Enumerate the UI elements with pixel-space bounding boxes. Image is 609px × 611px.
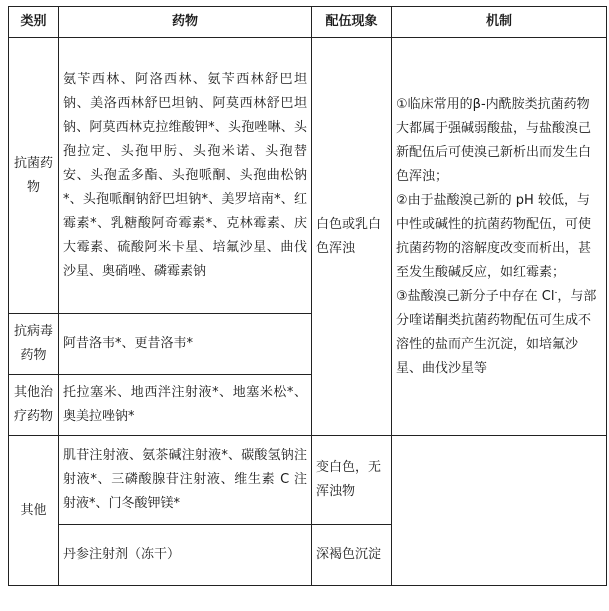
mechanism-text: ③盐酸溴己新分子中存在 Cl xyxy=(396,288,555,304)
table-row xyxy=(9,436,607,525)
empty-mechanism-cell xyxy=(392,436,607,586)
drug-cell: 肌苷注射液、氨茶碱注射液*、碳酸氢钠注射液*、三磷酸腺苷注射液、维生素 C 注射液*、门冬酸钾镁* xyxy=(59,436,312,525)
mechanism-paragraph: ②由于盐酸溴己新的 pH 较低，与中性或碱性的抗菌药物配伍，可使抗菌药物的溶解度改变而析出，甚至发生酸碱反应，如红霉素； xyxy=(396,192,592,280)
category-cell: 抗菌药物 xyxy=(9,38,59,314)
drug-cell: 丹参注射剂（冻干） xyxy=(59,525,312,586)
header-phenomenon: 配伍现象 xyxy=(312,7,392,38)
header-category: 类别 xyxy=(9,7,59,38)
mechanism-paragraph: ①临床常用的β-内酰胺类抗菌药物大都属于强碱弱酸盐，与盐酸溴己新配伍后可使溴己新析出而发生白色浑浊； xyxy=(396,96,592,184)
drug-cell: 阿昔洛韦*、更昔洛韦* xyxy=(59,314,312,375)
phenomenon-cell: 深褐色沉淀 xyxy=(312,525,392,586)
drug-cell: 托拉塞米、地西泮注射液*、地塞米松*、奥美拉唑钠* xyxy=(59,375,312,436)
category-cell: 其他 xyxy=(9,436,59,586)
mechanism-text: ，与部分喹诺酮类抗菌药物配伍可生成不溶性的盐而产生沉淀，如培氟沙星、曲伐沙星等 xyxy=(396,288,597,376)
category-cell: 抗病毒药物 xyxy=(9,314,59,375)
header-mechanism: 机制 xyxy=(392,7,607,38)
compatibility-table xyxy=(8,6,607,586)
mechanism-cell xyxy=(392,38,607,436)
chloride-superscript: - xyxy=(554,287,558,297)
category-cell: 其他治疗药物 xyxy=(9,375,59,436)
drug-cell: 氨苄西林、阿洛西林、氨苄西林舒巴坦钠、美洛西林舒巴坦钠、阿莫西林舒巴坦钠、阿莫西林克拉维酸钾*、头孢唑啉、头孢拉定、头孢甲肟、头孢米诺、头孢替安、头孢孟多酯、头孢哌酮、头孢曲松钠*、头孢哌酮钠舒巴坦钠*、美罗培南*、红霉素*、乳糖酸阿奇霉素*、克林霉素、庆大霉素、硫酸阿米卡星、培氟沙星、曲伐沙星、奥硝唑、磷霉素钠 xyxy=(59,38,312,314)
header-drug: 药物 xyxy=(59,7,312,38)
phenomenon-cell: 变白色，无浑浊物 xyxy=(312,436,392,525)
mechanism-paragraph xyxy=(396,285,602,381)
table-row xyxy=(9,38,607,314)
phenomenon-cell: 白色或乳白色浑浊 xyxy=(312,38,392,436)
header-row xyxy=(9,7,607,38)
